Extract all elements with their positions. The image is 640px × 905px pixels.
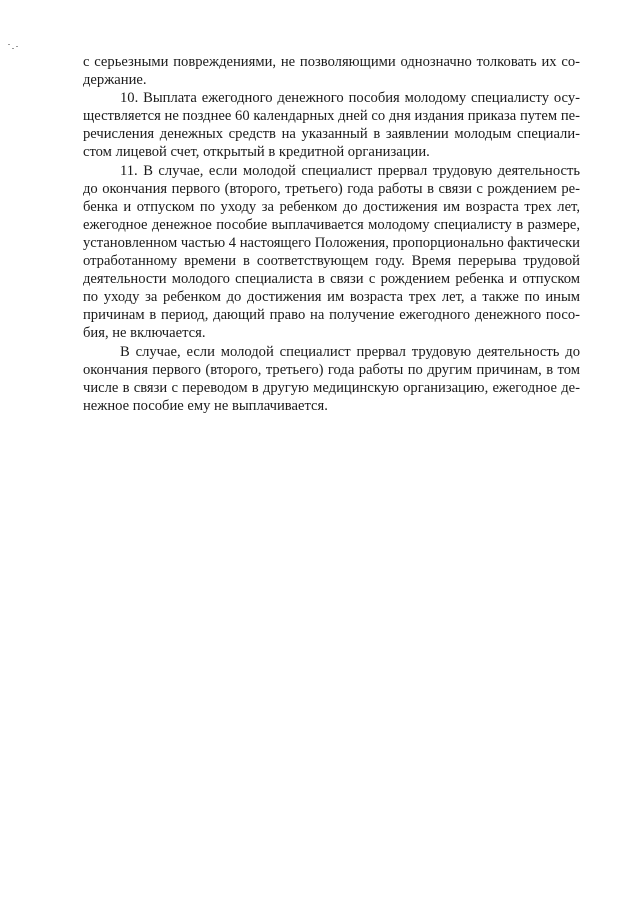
body-text	[83, 53, 580, 415]
text-line: нежное пособие ему не выплачивается.	[83, 397, 328, 414]
paragraph-continuation	[83, 53, 580, 89]
text-line: числе в связи с переводом в другую медицинскую организацию, ежегодное де-	[83, 379, 580, 396]
text-line: стом лицевой счет, открытый в кредитной организации.	[83, 144, 430, 161]
text-line: ежегодное денежное пособие выплачивается молодому специалисту в размере,	[83, 216, 580, 233]
text-line: по уходу за ребенком до достижения им возраста трех лет, а также по иным	[83, 289, 580, 306]
text-line: деятельности молодого специалиста в связи с рождением ребенка и отпуском	[83, 271, 580, 288]
text-line: ществляется не позднее 60 календарных дней со дня издания приказа путем пе-	[83, 108, 580, 125]
text-line: 10. Выплата ежегодного денежного пособия молодому специалисту осу-	[120, 90, 580, 107]
text-line: речисления денежных средств на указанный в заявлении молодым специали-	[83, 126, 580, 143]
text-line: окончания первого (второго, третьего) года работы по другим причинам, в том	[83, 361, 580, 378]
text-line: бия, не включается.	[83, 325, 206, 342]
text-line: причинам в период, дающий право на получение ежегодного денежного посо-	[83, 307, 580, 324]
text-line: с серьезными повреждениями, не позволяющими однозначно толковать их со-	[83, 54, 580, 70]
text-line: держание.	[83, 72, 147, 89]
paragraph-item-10	[83, 89, 580, 161]
text-line: В случае, если молодой специалист прервал трудовую деятельность до	[120, 343, 580, 360]
text-line: бенка и отпуском по уходу за ребенком до достижения им возраста трех лет,	[83, 198, 580, 215]
text-line: 11. В случае, если молодой специалист прервал трудовую деятельность	[120, 162, 580, 179]
text-line: отработанному времени в соответствующем году. Время перерыва трудовой	[83, 253, 580, 270]
paragraph-item-11-clause-2	[83, 343, 580, 415]
text-line: установленном частью 4 настоящего Положения, пропорционально фактически	[83, 234, 580, 251]
paragraph-item-11	[83, 162, 580, 343]
text-line: до окончания первого (второго, третьего) года работы в связи с рождением ре-	[83, 180, 580, 197]
scan-artifact	[8, 44, 22, 50]
